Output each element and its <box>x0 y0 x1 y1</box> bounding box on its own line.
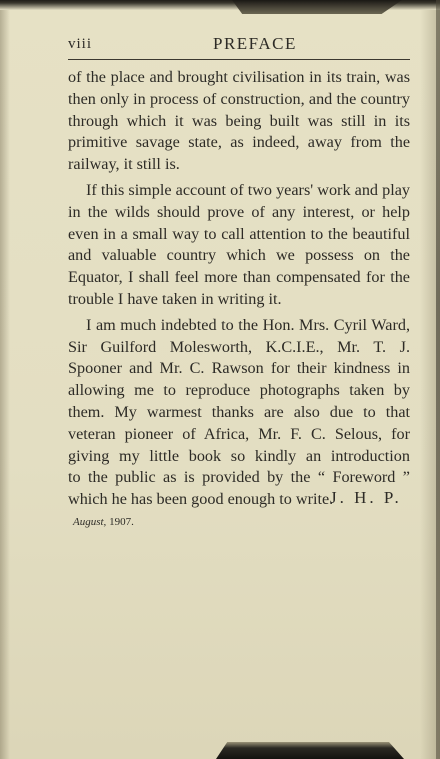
preface-body <box>68 67 410 511</box>
text-line: in the wilds should prove of any interest, or help <box>68 202 410 221</box>
dateline <box>73 516 134 528</box>
text-line: them. My warmest thanks are also due to that <box>68 402 410 421</box>
binding-tab-top <box>232 0 402 14</box>
text-line: then only in process of construction, and the country <box>68 89 410 108</box>
text-line: of the place and brought civilisation in its train, was <box>68 68 410 86</box>
text-line: allowing me to reproduce photographs taken by <box>68 381 410 400</box>
text-line: Sir Guilford Molesworth, K.C.I.E., Mr. T. J. <box>68 337 410 356</box>
text-line: through which it was being built was still in its <box>68 111 410 130</box>
running-head <box>68 34 372 56</box>
paragraph-3 <box>68 315 410 511</box>
text-line: primitive savage state, as indeed, away from the <box>68 133 410 152</box>
text-line: even in a small way to call attention to the beautiful <box>68 224 410 243</box>
author-initials: J. H. P. <box>330 488 402 507</box>
text-line: If this simple account of two years' work and play <box>86 180 410 199</box>
dateline-month: August, <box>73 516 107 528</box>
text-line: veteran pioneer of Africa, Mr. F. C. Selous, for <box>68 424 410 443</box>
text-line: giving my little book so kindly an introduction <box>68 446 410 465</box>
page-number: viii <box>68 36 93 52</box>
paragraph-2 <box>68 180 410 311</box>
dateline-year: 1907. <box>109 516 134 528</box>
text-line: Equator, I shall feel more than compensated for the <box>68 268 410 287</box>
text-line: trouble I have taken in writing it. <box>68 289 282 308</box>
text-line: railway, it still is. <box>68 155 180 174</box>
binding-tab-bottom <box>216 742 404 759</box>
running-title: PREFACE <box>213 34 297 53</box>
text-line: Spooner and Mr. C. Rawson for their kindness in <box>68 359 410 378</box>
paragraph-1 <box>68 67 410 176</box>
page-edge-shadow <box>436 0 440 759</box>
text-line: which he has been good enough to write. <box>68 490 334 509</box>
text-line: I am much indebted to the Hon. Mrs. Cyril Ward, <box>86 315 410 334</box>
header-rule <box>68 59 410 60</box>
text-line: to the public as is provided by the “ Foreword ” <box>68 468 410 487</box>
text-line: and valuable country which we possess on the <box>68 246 410 265</box>
